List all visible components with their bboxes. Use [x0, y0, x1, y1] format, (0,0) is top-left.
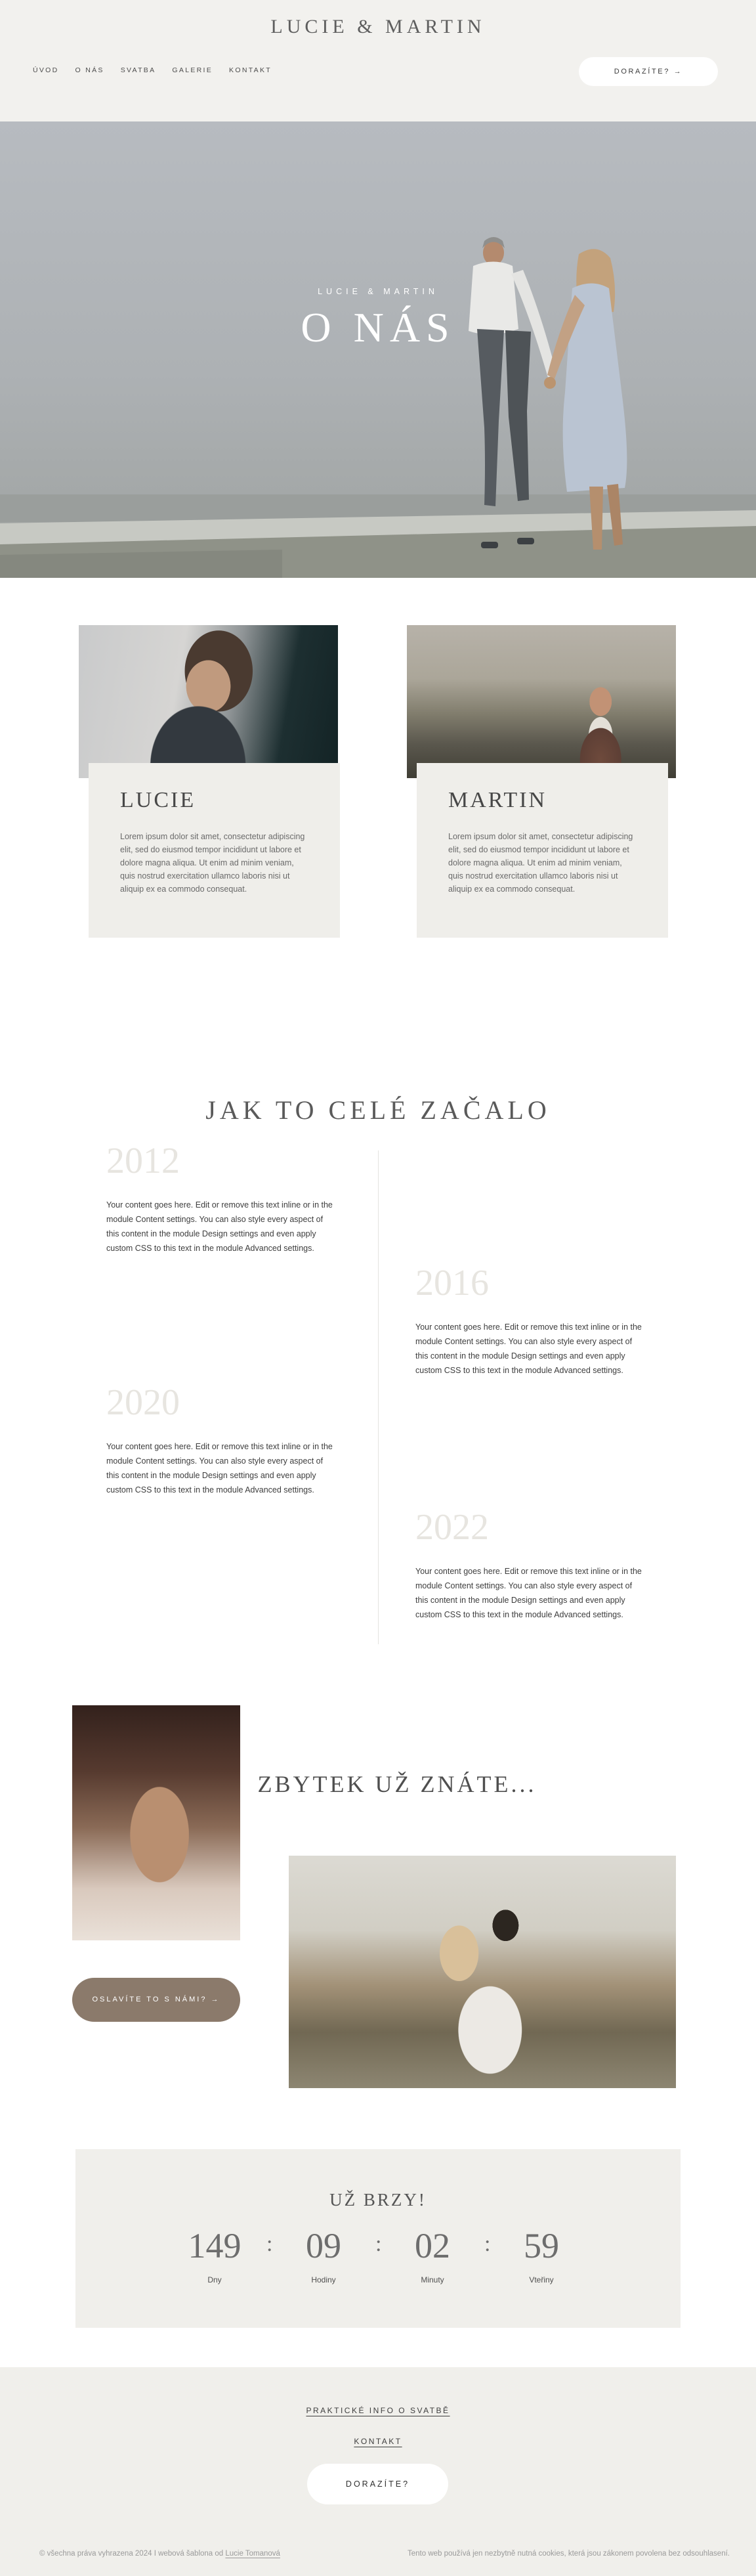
photo-couple-piggyback [289, 1856, 676, 2088]
countdown-days-label: Dny [207, 2275, 222, 2284]
timeline-divider [378, 1150, 379, 1644]
profile-text-lucie: Lorem ipsum dolor sit amet, consectetur adipiscing elit, sed do eiusmod tempor incididunt ut labore et dolore magna aliqua. Ut enim ad minim veniam, quis nostrud exercitation ullamco laboris nisi ut aliquip ex ea commodo consequat. [120, 832, 305, 894]
countdown-hours [272, 2223, 375, 2284]
countdown-days [163, 2223, 266, 2284]
countdown-heading: UŽ BRZY! [329, 2190, 427, 2210]
timeline-text: Your content goes here. Edit or remove this text inline or in the module Content settings. You can also style every aspect of this content in the module Design settings and even apply custom CSS to this text in the module Advanced settings. [415, 1566, 642, 1619]
countdown-minutes-label: Minuty [421, 2275, 444, 2284]
timeline-heading: JAK TO CELÉ ZAČALO [205, 1095, 551, 1125]
profile-text-martin: Lorem ipsum dolor sit amet, consectetur adipiscing elit, sed do eiusmod tempor incididunt ut labore et dolore magna aliqua. Ut enim ad minim veniam, quis nostrud exercitation ullamco laboris nisi ut aliquip ex ea commodo consequat. [448, 832, 633, 894]
timeline-entry-2020 [106, 1383, 337, 1505]
hero-text-block [0, 287, 756, 349]
footer-link-prakticke-info[interactable]: PRAKTICKÉ INFO O SVATBĚ [306, 2406, 450, 2415]
timeline-entry-2012 [106, 1141, 337, 1263]
cookies-notice: Tento web používá jen nezbytně nutná cookies, která jsou zákonem povolena bez odsouhlasení. [408, 2550, 730, 2558]
timeline-year: 2022 [415, 1507, 489, 1548]
photo-lucie [79, 625, 338, 778]
countdown-colon: : [375, 2232, 382, 2256]
timeline-entry-2016 [415, 1263, 645, 1386]
main-nav [33, 66, 272, 74]
page-title: O NÁS [301, 304, 455, 351]
countdown-timer [75, 2223, 681, 2284]
footer-link-wrap [0, 2435, 756, 2447]
countdown-hours-label: Hodiny [311, 2275, 336, 2284]
nav-item-o-nas[interactable]: O NÁS [75, 66, 104, 74]
countdown-minutes [381, 2223, 484, 2284]
site-header [0, 0, 756, 121]
footer-link-wrap [0, 2405, 756, 2416]
countdown-minutes-value: 02 [415, 2226, 450, 2265]
copyright-text [39, 2550, 280, 2558]
countdown-seconds-label: Vteřiny [529, 2275, 554, 2284]
rest-heading: ZBYTEK UŽ ZNÁTE... [257, 1770, 537, 1797]
nav-item-galerie[interactable]: GALERIE [172, 66, 213, 74]
hero-eyebrow: LUCIE & MARTIN [318, 287, 438, 296]
site-title: LUCIE & MARTIN [270, 16, 486, 37]
countdown-days-value: 149 [188, 2226, 242, 2265]
hero-section [0, 121, 756, 578]
timeline-entry-2022 [415, 1508, 645, 1630]
photo-martin [407, 625, 676, 778]
nav-item-uvod[interactable]: ÚVOD [33, 66, 59, 74]
photo-engagement-ring-hands [72, 1705, 240, 1940]
site-footer [0, 2367, 756, 2576]
timeline-text: Your content goes here. Edit or remove this text inline or in the module Content settings. You can also style every aspect of this content in the module Design settings and even apply custom CSS to this text in the module Advanced settings. [415, 1322, 642, 1375]
countdown-section [75, 2149, 681, 2328]
countdown-seconds-value: 59 [524, 2226, 559, 2265]
countdown-colon: : [484, 2232, 491, 2256]
countdown-seconds [490, 2223, 593, 2284]
profile-card-martin [417, 763, 668, 938]
nav-item-kontakt[interactable]: KONTAKT [229, 66, 272, 74]
timeline-text: Your content goes here. Edit or remove this text inline or in the module Content settings. You can also style every aspect of this content in the module Design settings and even apply custom CSS to this text in the module Advanced settings. [106, 1200, 333, 1253]
timeline-year: 2012 [106, 1141, 180, 1181]
profile-card-lucie [89, 763, 340, 938]
rsvp-button-footer[interactable]: DORAZÍTE? [307, 2464, 448, 2504]
footer-link-kontakt[interactable]: KONTAKT [354, 2437, 402, 2446]
timeline-text: Your content goes here. Edit or remove this text inline or in the module Content settings. You can also style every aspect of this content in the module Design settings and even apply custom CSS to this text in the module Advanced settings. [106, 1441, 333, 1495]
profile-name-martin: MARTIN [448, 788, 547, 812]
template-author-link[interactable]: Lucie Tomanová [225, 2550, 280, 2558]
countdown-hours-value: 09 [306, 2226, 341, 2265]
rsvp-button-header[interactable]: DORAZÍTE? → [579, 57, 718, 86]
countdown-colon: : [266, 2232, 273, 2256]
nav-item-svatba[interactable]: SVATBA [120, 66, 156, 74]
celebrate-with-us-button[interactable]: OSLAVÍTE TO S NÁMI? → [72, 1978, 240, 2022]
timeline-year: 2016 [415, 1263, 489, 1303]
copyright-prefix: © všechna práva vyhrazena 2024 I webová šablona od [39, 2550, 226, 2558]
profile-name-lucie: LUCIE [120, 788, 196, 812]
timeline-year: 2020 [106, 1382, 180, 1423]
